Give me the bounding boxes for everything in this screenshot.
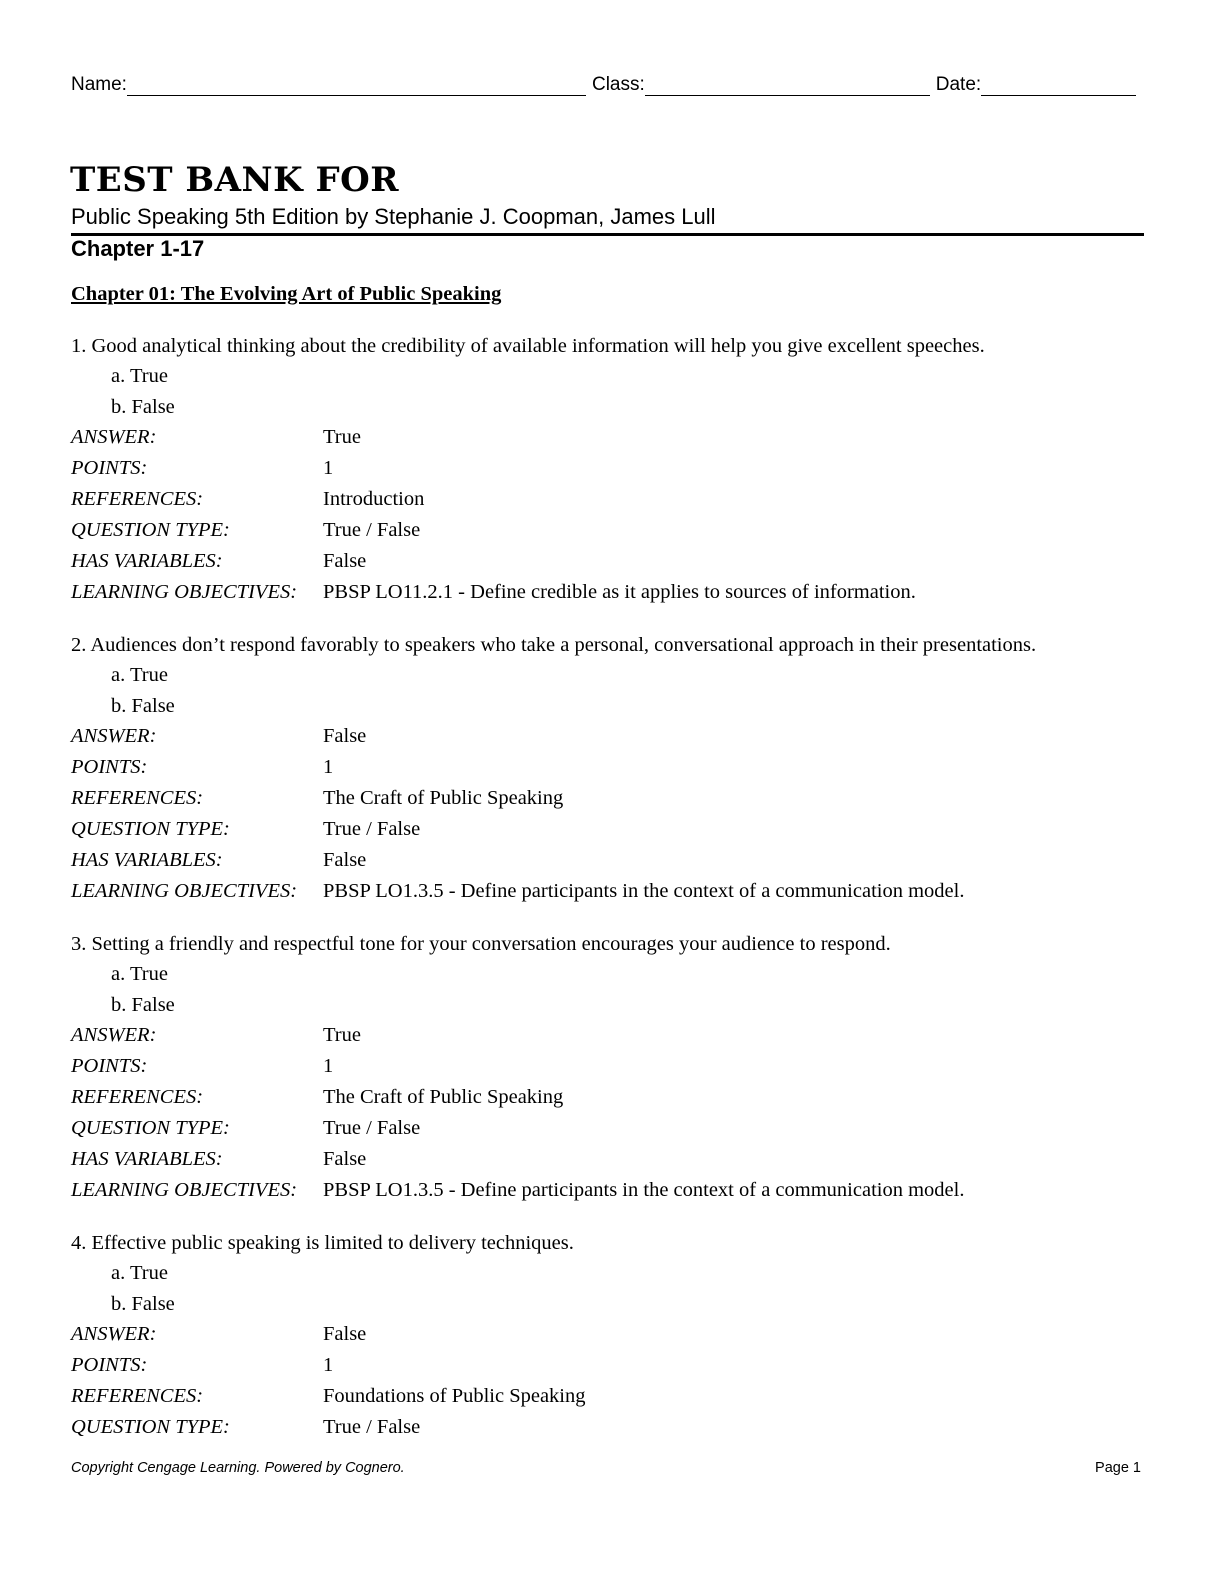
learning-objectives-value: PBSP LO11.2.1 - Define credible as it applies to sources of information. — [323, 581, 916, 603]
book-subtitle: Public Speaking 5th Edition by Stephanie J. Coopman, James Lull — [71, 203, 1144, 236]
answer-row — [71, 721, 1151, 752]
question-type-value: True / False — [323, 818, 421, 840]
points-value: 1 — [323, 457, 334, 479]
choice-a: a. True — [111, 365, 168, 387]
question-list — [71, 281, 1151, 1465]
references-row — [71, 1381, 1151, 1412]
question-text: 3. Setting a friendly and respectful tone for your conversation encourages your audience to respond. — [71, 933, 891, 955]
has-variables-label: HAS VARIABLES: — [71, 849, 223, 871]
answer-row — [71, 1020, 1151, 1051]
references-label: REFERENCES: — [71, 787, 204, 809]
question-text: 1. Good analytical thinking about the credibility of available information will help you give excellent speeches. — [71, 335, 985, 357]
has-variables-label: HAS VARIABLES: — [71, 1148, 223, 1170]
document-title: TEST BANK FOR — [70, 160, 400, 200]
choice-b: b. False — [111, 993, 175, 1016]
learning-objectives-label: LEARNING OBJECTIVES: — [71, 581, 298, 603]
learning-objectives-row — [71, 577, 1151, 608]
references-label: REFERENCES: — [71, 1385, 204, 1407]
question-type-label: QUESTION TYPE: — [71, 519, 230, 541]
question-type-value: True / False — [323, 1117, 421, 1139]
chapter-heading: Chapter 01: The Evolving Art of Public Speaking — [71, 283, 502, 305]
has-variables-value: False — [323, 550, 367, 572]
answer-value: False — [323, 1323, 367, 1345]
question-type-label: QUESTION TYPE: — [71, 1117, 230, 1139]
points-row — [71, 453, 1151, 484]
question-type-label: QUESTION TYPE: — [71, 1416, 230, 1438]
name-label: Name: — [71, 74, 127, 95]
points-label: POINTS: — [71, 457, 148, 479]
points-value: 1 — [323, 1055, 334, 1077]
learning-objectives-row — [71, 876, 1151, 907]
question-type-label: QUESTION TYPE: — [71, 818, 230, 840]
answer-value: False — [323, 725, 367, 747]
question-item — [71, 331, 1151, 608]
choice-a: a. True — [111, 664, 168, 686]
chapter-range: Chapter 1-17 — [71, 236, 205, 261]
footer-page-number: Page 1 — [1095, 1460, 1141, 1476]
question-type-row — [71, 515, 1151, 546]
points-row — [71, 1350, 1151, 1381]
answer-label: ANSWER: — [71, 426, 157, 448]
date-label: Date: — [935, 74, 982, 95]
points-value: 1 — [323, 1354, 334, 1376]
points-label: POINTS: — [71, 756, 148, 778]
choice-a: a. True — [111, 963, 168, 985]
learning-objectives-label: LEARNING OBJECTIVES: — [71, 880, 298, 902]
question-type-row — [71, 1113, 1151, 1144]
learning-objectives-label: LEARNING OBJECTIVES: — [71, 1179, 298, 1201]
points-label: POINTS: — [71, 1055, 148, 1077]
references-value: Introduction — [323, 488, 425, 510]
answer-label: ANSWER: — [71, 1323, 157, 1345]
references-row — [71, 1082, 1151, 1113]
points-row — [71, 752, 1151, 783]
references-row — [71, 484, 1151, 515]
answer-label: ANSWER: — [71, 725, 157, 747]
question-item — [71, 929, 1151, 1206]
question-type-row — [71, 1412, 1151, 1443]
question-item — [71, 630, 1151, 907]
points-row — [71, 1051, 1151, 1082]
answer-row — [71, 1319, 1151, 1350]
question-type-value: True / False — [323, 1416, 421, 1438]
has-variables-value: False — [323, 849, 367, 871]
references-row — [71, 783, 1151, 814]
student-info-header — [71, 70, 1142, 96]
has-variables-value: False — [323, 1148, 367, 1170]
choice-b: b. False — [111, 694, 175, 717]
answer-value: True — [323, 1024, 361, 1046]
points-label: POINTS: — [71, 1354, 148, 1376]
answer-label: ANSWER: — [71, 1024, 157, 1046]
question-text: 2. Audiences don’t respond favorably to speakers who take a personal, conversational approach in their presentations. — [71, 634, 1037, 656]
references-value: Foundations of Public Speaking — [323, 1385, 586, 1407]
learning-objectives-value: PBSP LO1.3.5 - Define participants in the context of a communication model. — [323, 1179, 965, 1201]
date-blank[interactable] — [981, 73, 1136, 96]
class-label: Class: — [591, 74, 645, 95]
name-blank[interactable] — [127, 73, 586, 96]
answer-value: True — [323, 426, 361, 448]
has-variables-label: HAS VARIABLES: — [71, 550, 223, 572]
references-label: REFERENCES: — [71, 1086, 204, 1108]
question-type-value: True / False — [323, 519, 421, 541]
question-text: 4. Effective public speaking is limited to delivery techniques. — [71, 1232, 574, 1254]
question-type-row — [71, 814, 1151, 845]
choice-b: b. False — [111, 1292, 175, 1315]
has-variables-row — [71, 1144, 1151, 1175]
references-value: The Craft of Public Speaking — [323, 787, 564, 809]
references-value: The Craft of Public Speaking — [323, 1086, 564, 1108]
learning-objectives-row — [71, 1175, 1151, 1206]
question-item — [71, 1228, 1151, 1443]
points-value: 1 — [323, 756, 334, 778]
class-blank[interactable] — [645, 73, 930, 96]
answer-row — [71, 422, 1151, 453]
choice-a: a. True — [111, 1262, 168, 1284]
references-label: REFERENCES: — [71, 488, 204, 510]
has-variables-row — [71, 845, 1151, 876]
choice-b: b. False — [111, 395, 175, 418]
learning-objectives-value: PBSP LO1.3.5 - Define participants in the context of a communication model. — [323, 880, 965, 902]
footer-copyright: Copyright Cengage Learning. Powered by Cognero. — [71, 1460, 405, 1476]
has-variables-row — [71, 546, 1151, 577]
